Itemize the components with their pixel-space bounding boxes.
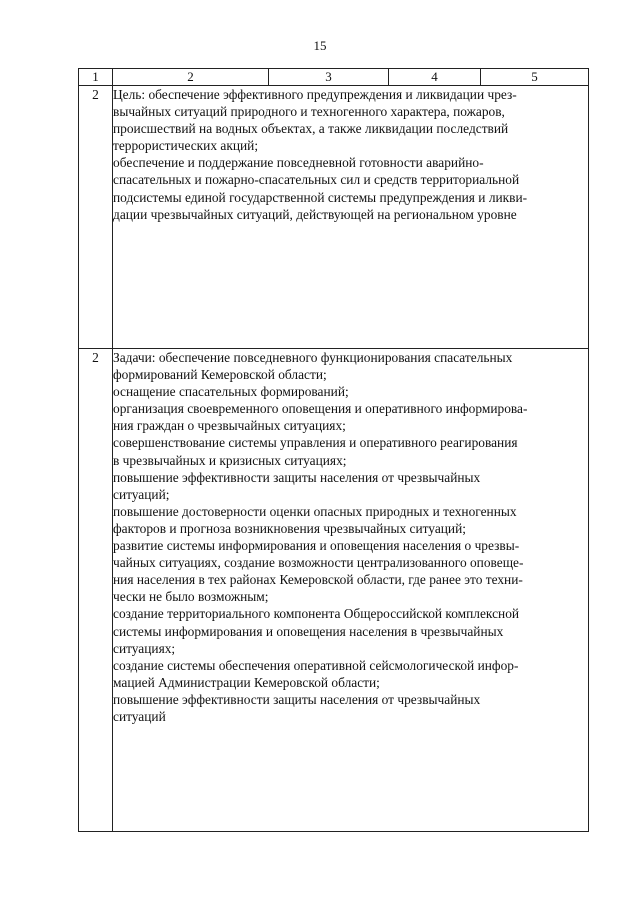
- text-line: повышение эффективности защиты населения от чрезвычайных: [113, 691, 481, 707]
- header-row: [79, 69, 589, 86]
- text-line: ситуаций: [113, 708, 166, 724]
- text-line: дации чрезвычайных ситуаций, действующей на региональном уровне: [113, 206, 517, 222]
- text-line: создание территориального компонента Общероссийской комплексной: [113, 606, 520, 622]
- text-line: в чрезвычайных и кризисных ситуациях;: [113, 452, 347, 468]
- header-cell-1: 1: [79, 69, 113, 86]
- row-number: 2: [79, 86, 113, 349]
- text-line: совершенствование системы управления и оперативного реагирования: [113, 435, 518, 451]
- text-line: ния граждан о чрезвычайных ситуациях;: [113, 418, 346, 434]
- table-row-goal: [79, 86, 589, 349]
- text-line: факторов и прогноза возникновения чрезвычайных ситуаций;: [113, 520, 466, 536]
- text-line: оснащение спасательных формирований;: [113, 384, 349, 400]
- text-line: Задачи: обеспечение повседневного функционирования спасательных: [113, 350, 513, 365]
- table-row-tasks: [79, 349, 589, 832]
- text-line: повышение достоверности оценки опасных природных и техногенных: [113, 503, 517, 519]
- page-number: 15: [313, 38, 327, 53]
- header-cell-2: 2: [113, 69, 269, 86]
- row-number: 2: [79, 349, 113, 832]
- text-line: подсистемы единой государственной системы предупреждения и ликви-: [113, 189, 528, 205]
- text-line: ния населения в тех районах Кемеровской области, где ранее это техни-: [113, 572, 523, 588]
- text-line: террористических акций;: [113, 138, 259, 154]
- header-cell-4: 4: [389, 69, 481, 86]
- header-cell-5: 5: [481, 69, 589, 86]
- text-line: происшествий на водных объектах, а также ликвидации последствий: [113, 121, 509, 137]
- text-line: ситуаций;: [113, 486, 170, 502]
- text-line: повышение эффективности защиты населения от чрезвычайных: [113, 469, 481, 485]
- text-line: системы информирования и оповещения населения в чрезвычайных: [113, 623, 504, 639]
- text-line: чески не было возможным;: [113, 589, 269, 605]
- text-line: спасательных и пожарно-спасательных сил и средств территориальной: [113, 172, 520, 188]
- text-line: вычайных ситуаций природного и техногенного характера, пожаров,: [113, 104, 505, 120]
- text-line: создание системы обеспечения оперативной сейсмологической инфор-: [113, 657, 519, 673]
- text-line: Цель: обеспечение эффективного предупреждения и ликвидации чрез-: [113, 87, 517, 102]
- program-table: [78, 68, 589, 832]
- header-cell-3: 3: [269, 69, 389, 86]
- text-line: развитие системы информирования и оповещения населения о чрезвы-: [113, 538, 520, 554]
- text-line: чайных ситуациях, создание возможности централизованного оповеще-: [113, 555, 524, 571]
- text-line: формирований Кемеровской области;: [113, 367, 327, 383]
- tasks-text: [113, 349, 589, 832]
- text-line: обеспечение и поддержание повседневной готовности аварийно-: [113, 155, 484, 171]
- goal-text: [113, 86, 589, 349]
- text-line: организация своевременного оповещения и оперативного информирова-: [113, 401, 528, 417]
- text-line: мацией Администрации Кемеровской области;: [113, 674, 380, 690]
- text-line: ситуациях;: [113, 640, 176, 656]
